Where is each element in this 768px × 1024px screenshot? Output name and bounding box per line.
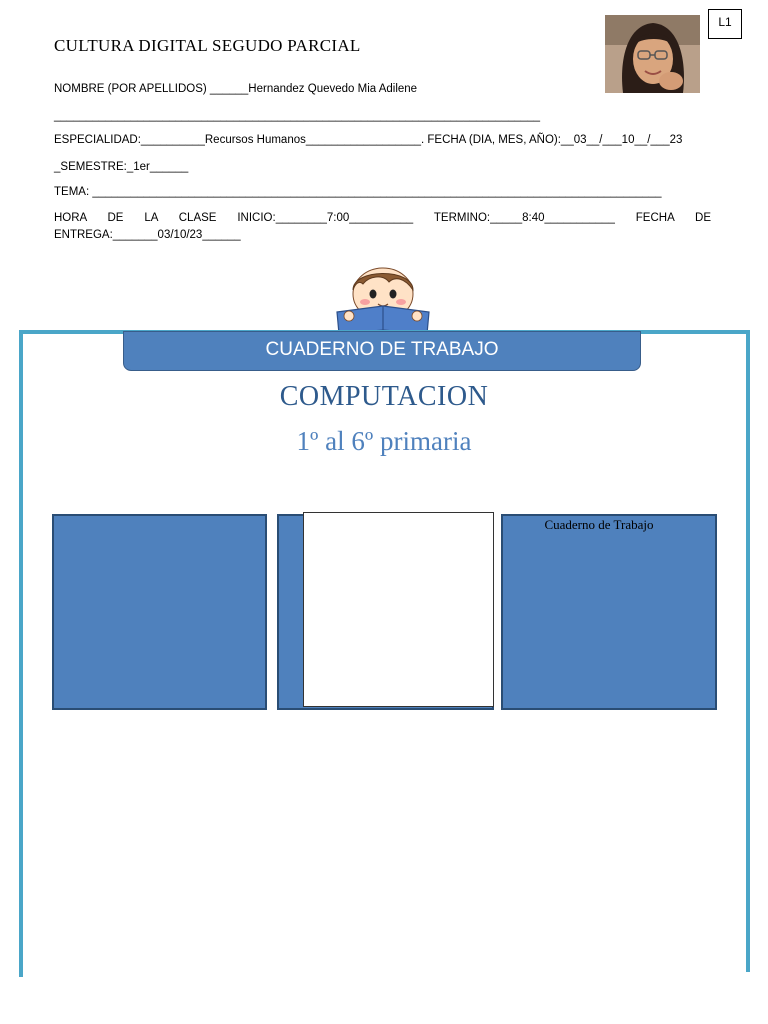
student-photo	[605, 15, 700, 93]
cover-panel-left	[52, 514, 267, 710]
reading-kid-illustration	[333, 264, 433, 334]
specialty-date-field: ESPECIALIDAD:__________Recursos Humanos__________________. FECHA (DIA, MES, AÑO):__03__/___10__/___23	[54, 134, 683, 146]
page-title: CULTURA DIGITAL SEGUDO PARCIAL	[54, 36, 361, 55]
workbook-banner: CUADERNO DE TRABAJO	[123, 331, 641, 371]
panel-right-caption: Cuaderno de Trabajo	[544, 517, 654, 532]
delivery-date-field: ENTREGA:_______03/10/23______	[54, 229, 241, 241]
image-placeholder-box	[303, 512, 494, 707]
underline-field: ____________________________________________________________________________	[54, 110, 541, 122]
topic-field: TEMA: _________________________________________________________________________________________	[54, 186, 662, 198]
grades-subtitle: 1º al 6º primaria	[296, 426, 472, 456]
subject-title: COMPUTACION	[279, 381, 489, 412]
name-field: NOMBRE (POR APELLIDOS) ______Hernandez Quevedo Mia Adilene	[54, 83, 418, 95]
label-box: L1	[708, 9, 742, 39]
cover-panel-right	[501, 514, 717, 710]
semester-field: _SEMESTRE:_1er______	[54, 161, 189, 173]
class-time-field: HORA DE LA CLASE INICIO:________7:00__________ TERMINO:_____8:40___________ FECHA DE	[54, 212, 711, 224]
